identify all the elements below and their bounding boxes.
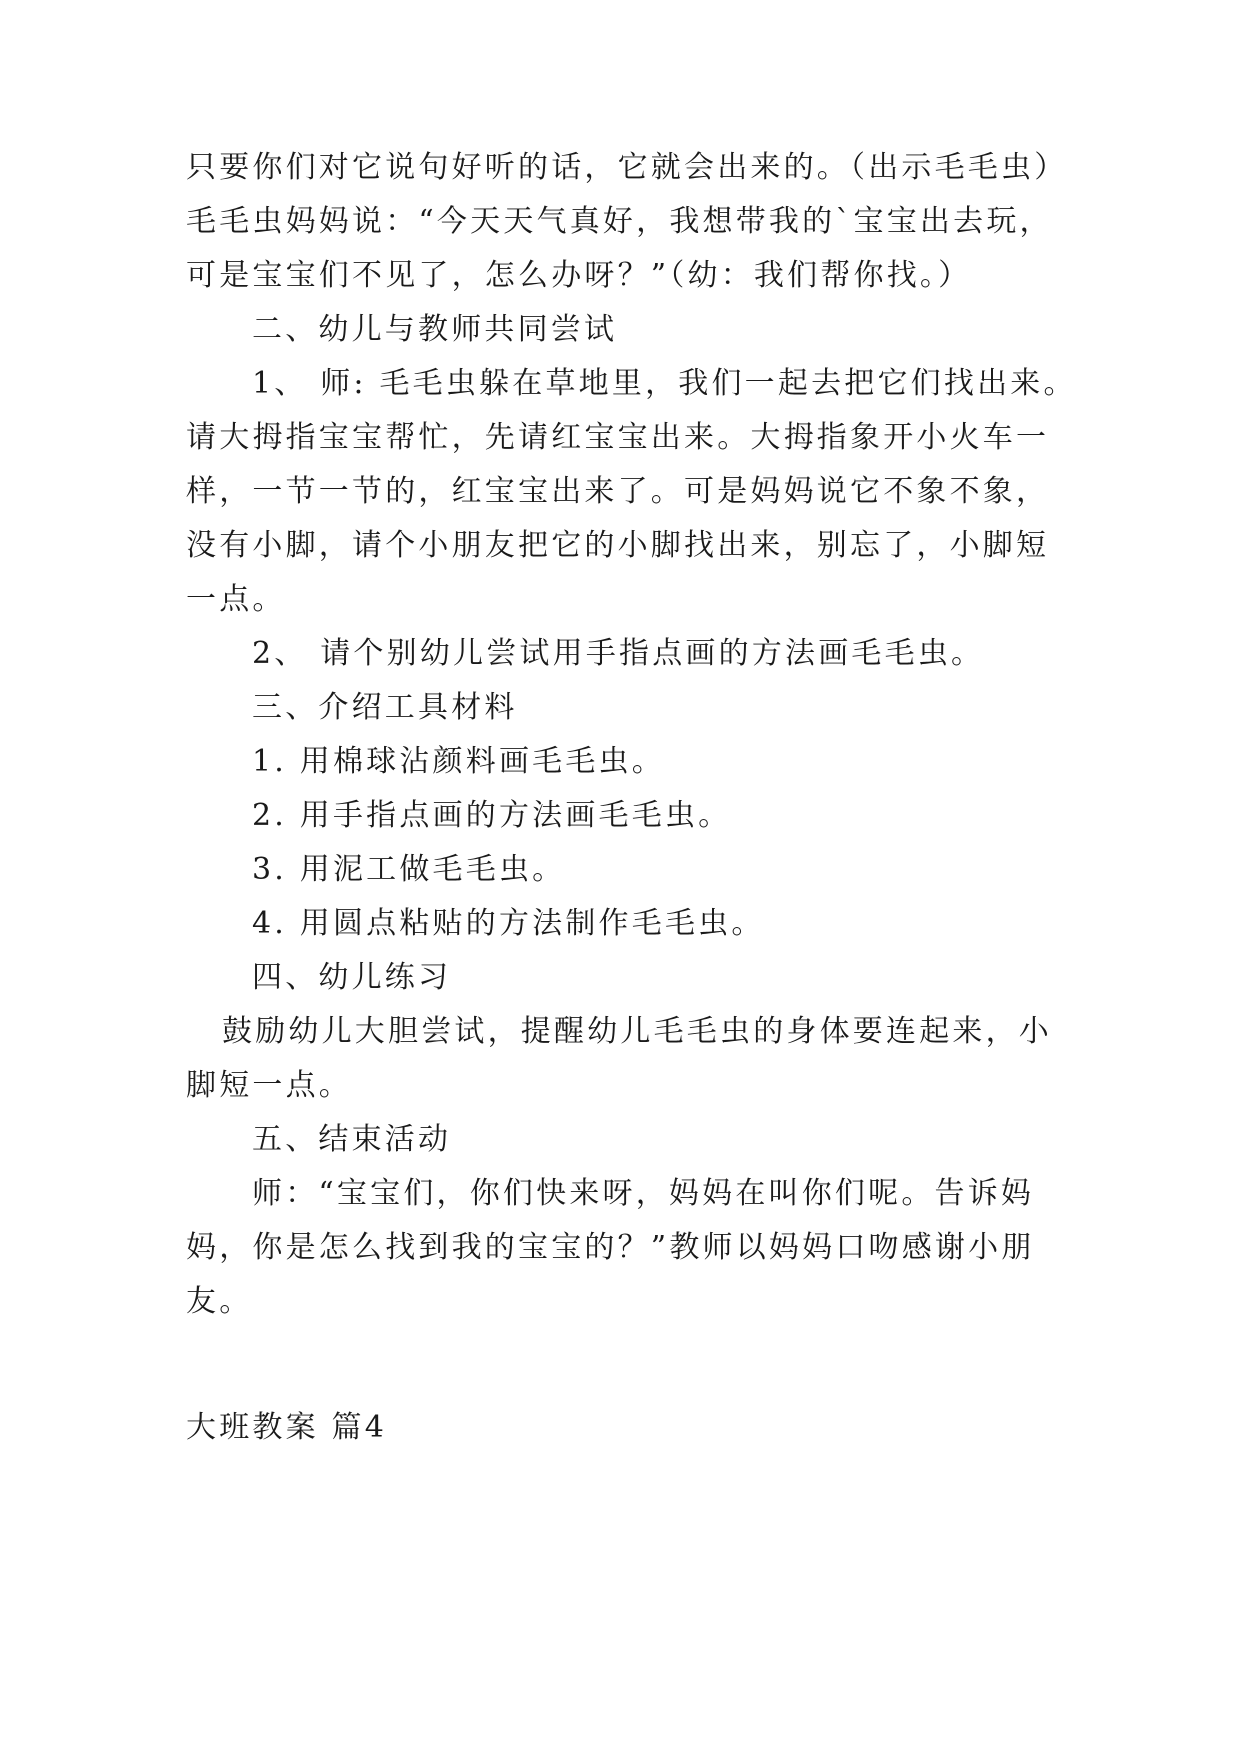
list-item: 1. 用棉球沾颜料画毛毛虫。 (252, 744, 665, 779)
paragraph-line: 师：“宝宝们，你们快来呀，妈妈在叫你们呢。告诉妈 (252, 1176, 1035, 1211)
section-heading: 二、幼儿与教师共同尝试 (252, 312, 618, 347)
paragraph-line: 毛毛虫妈妈说：“今天天气真好，我想带我的`宝宝出去玩， (186, 204, 1053, 239)
paragraph-line: 鼓励幼儿大胆尝试，提醒幼儿毛毛虫的身体要连起来，小 (222, 1014, 1052, 1049)
document-section-title: 大班教案 篇4 (186, 1410, 388, 1445)
list-item: 3. 用泥工做毛毛虫。 (252, 852, 566, 887)
section-heading: 五、结束活动 (252, 1122, 452, 1157)
paragraph-line: 可是宝宝们不见了，怎么办呀？”（幼：我们帮你找。） (186, 258, 972, 293)
paragraph-line: 友。 (186, 1284, 253, 1319)
section-heading: 三、介绍工具材料 (252, 690, 518, 725)
paragraph-line: 妈，你是怎么找到我的宝宝的？”教师以妈妈口吻感谢小朋 (186, 1230, 1035, 1265)
paragraph-line: 样，一节一节的，红宝宝出来了。可是妈妈说它不象不象， (186, 474, 1050, 509)
paragraph-line: 脚短一点。 (186, 1068, 352, 1103)
paragraph-line: 1、 师: 毛毛虫躲在草地里，我们一起去把它们找出来。 (252, 366, 1077, 401)
paragraph-line: 只要你们对它说句好听的话，它就会出来的。（出示毛毛虫） (186, 150, 1068, 185)
section-heading: 四、幼儿练习 (252, 960, 452, 995)
list-item: 2. 用手指点画的方法画毛毛虫。 (252, 798, 732, 833)
paragraph-line: 2、 请个别幼儿尝试用手指点画的方法画毛毛虫。 (252, 636, 985, 671)
paragraph-line: 请大拇指宝宝帮忙，先请红宝宝出来。大拇指象开小火车一 (186, 420, 1050, 455)
list-item: 4. 用圆点粘贴的方法制作毛毛虫。 (252, 906, 765, 941)
paragraph-line: 没有小脚，请个小朋友把它的小脚找出来，别忘了，小脚短 (186, 528, 1050, 563)
paragraph-line: 一点。 (186, 582, 286, 617)
